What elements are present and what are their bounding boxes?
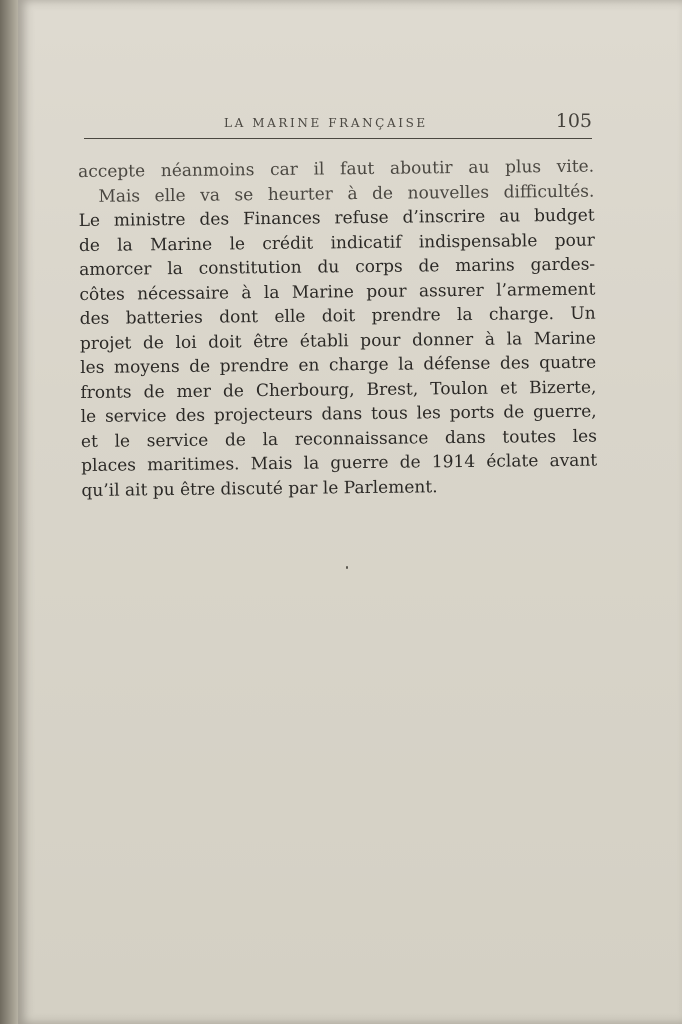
running-head [84,106,592,139]
previous-page-edge [0,0,18,1024]
text-line: les moyens de prendre en charge la défense des quatre [80,352,597,378]
text-line: et le service de la reconnaissance dans toutes les [80,426,598,452]
text-line: fronts de mer de Cherbourg, Brest, Toulon et Bizerte, [80,377,597,403]
text-line: projet de loi doit être établi pour donner à la Marine [79,328,596,354]
page-number: 105 [555,110,592,132]
text-line: amorcer la constitution du corps de marins gardes- [79,254,596,280]
text-line: accepte néanmoins car il faut aboutir au plus vite. [78,156,595,182]
text-line: Le ministre des Finances refuse d’inscrire au budget [78,205,595,231]
paper-speck [346,566,348,569]
text-line: le service des projecteurs dans tous les ports de guerre, [80,401,597,427]
text-line: places maritimes. Mais la guerre de 1914 éclate avant [81,450,598,476]
text-line: des batteries dont elle doit prendre la charge. Un [79,303,596,329]
body-text [78,155,598,503]
text-line: Mais elle va se heurter à de nouvelles difficultés. [98,181,595,207]
running-head-title: LA MARINE FRANÇAISE [224,116,428,130]
book-page [18,0,682,1024]
text-line: de la Marine le crédit indicatif indispensable pour [78,230,595,256]
text-line: côtes nécessaire à la Marine pour assurer l’armement [79,279,596,305]
text-line: qu’il ait pu être discuté par le Parlement. [81,476,438,501]
